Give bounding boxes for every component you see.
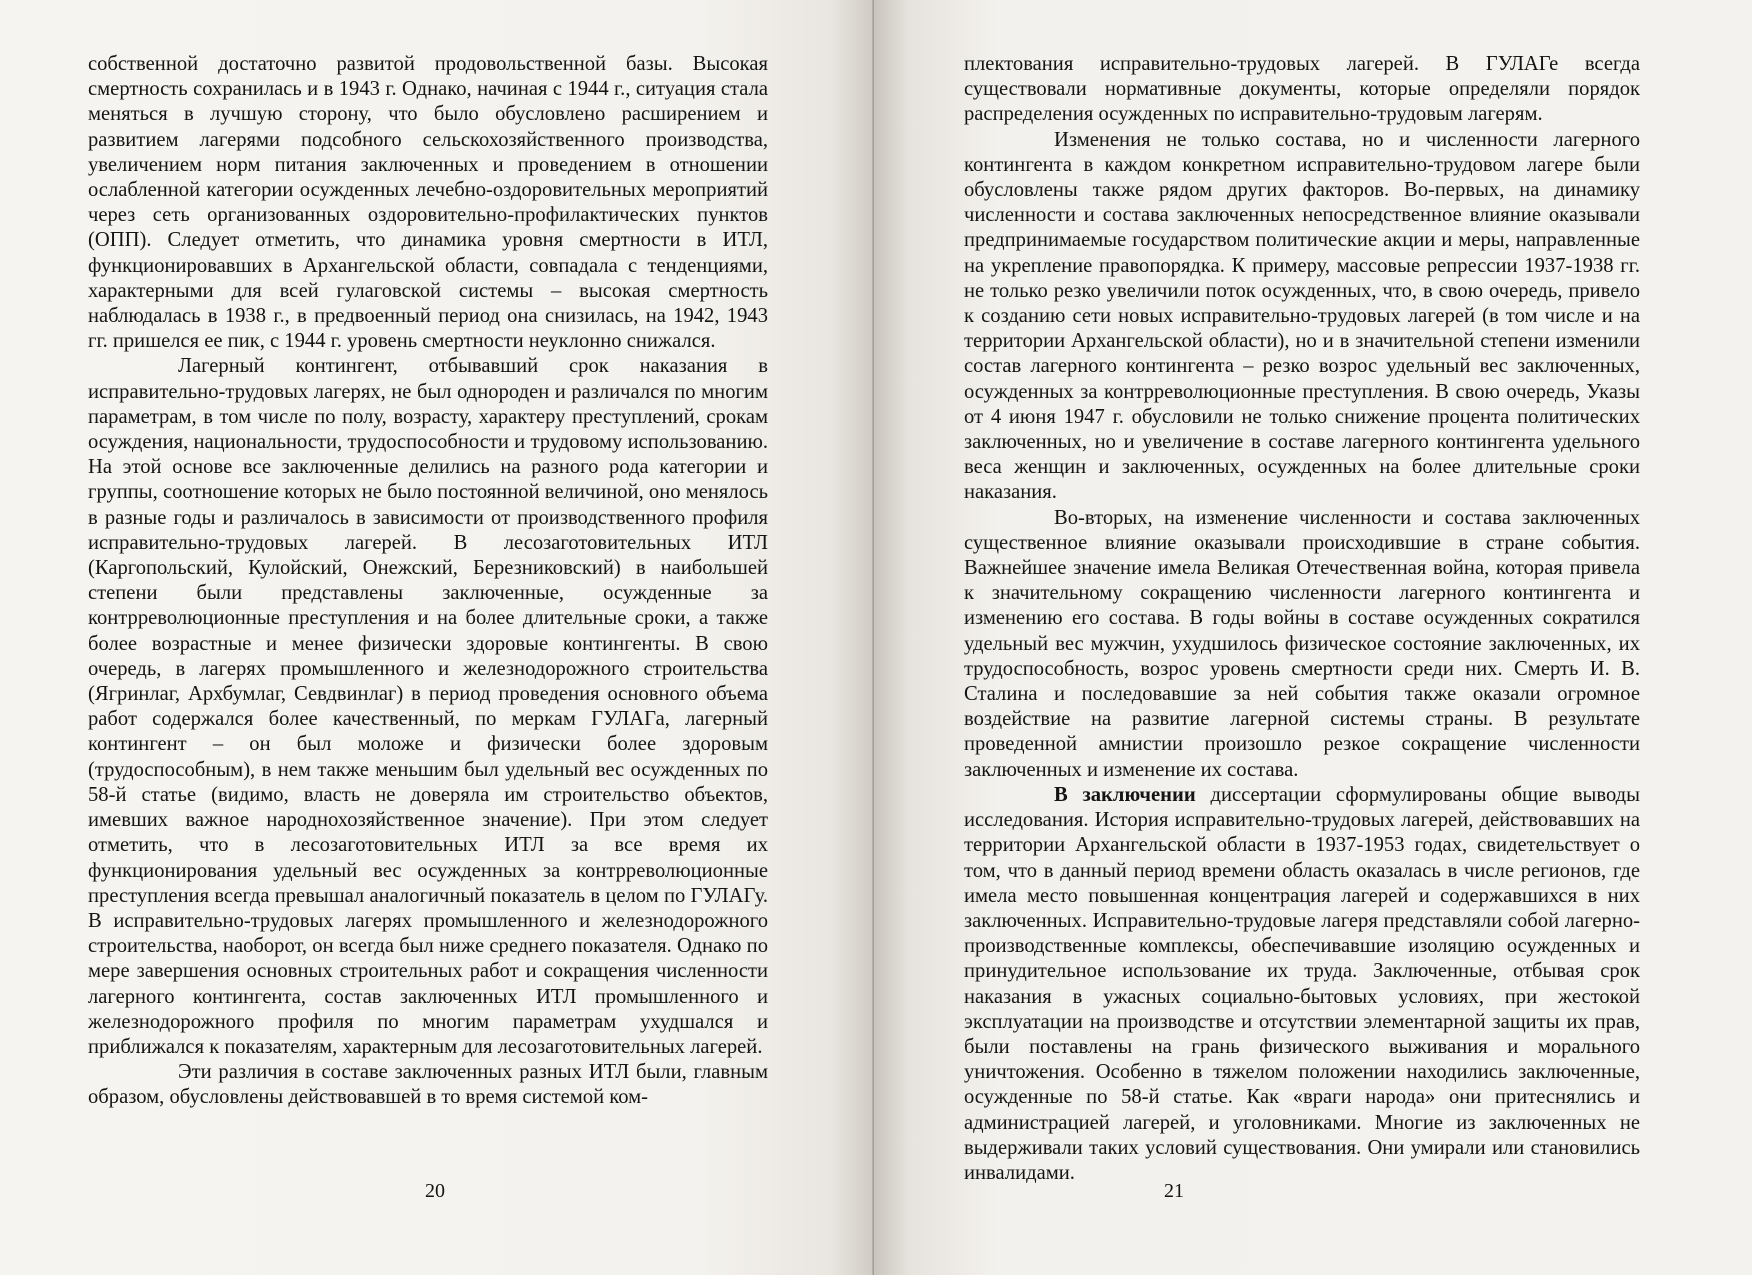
paragraph: собственной достаточно развитой продовольственной базы. Высокая смертность сохранилась и в 1943 г. Однако, начиная с 1944 г., ситуация стала меняться в лучшую сторону, что было обусловлено расширением и развитием лагерями подсобного сельскохозяйственного производства, увеличением норм питания заключенных и проведением в отношении ослабленной категории осужденных лечебно-оздоровительных мероприятий через сеть организованных оздоровительно-профилактических пунктов (ОПП). Следует отметить, что динамика уровня смертности в ИТЛ, функционировавших в Архангельской области, совпадала с тенденциями, характерными для всей гулаговской системы – высокая смертность наблюдалась в 1938 г., в предвоенный период она снизилась, на 1942, 1943 гг. пришелся ее пик, с 1944 г. уровень смертности неуклонно снижался. xyxy=(88,53,768,353)
paragraph: Во-вторых, на изменение численности и состава заключенных существенное влияние оказывали происходившие в стране события. Важнейшее значение имела Великая Отечественная война, которая привела к значительному сокращению численности лагерного контингента и изменению его состава. В годы войны в составе осужденных сократился удельный вес мужчин, ухудшилось физическое состояние заключенных, их трудоспособность, возрос уровень смертности среди них. Смерть И. В. Сталина и последовавшие за ней события также оказали огромное воздействие на развитие лагерной системы страны. В результате проведенной амнистии произошло резкое сокращение численности заключенных и изменение их состава. xyxy=(964,506,1640,781)
right-page xyxy=(874,0,1752,1275)
conclusion-lead: В заключении xyxy=(1054,783,1196,806)
left-page xyxy=(0,0,874,1275)
paragraph xyxy=(964,783,1640,1186)
paragraph: плектования исправительно-трудовых лагерей. В ГУЛАГе всегда существовали нормативные документы, которые определяли порядок распределения осужденных по исправительно-трудовым лагерям. xyxy=(964,53,1640,126)
paragraph: Лагерный контингент, отбывавший срок наказания в исправительно-трудовых лагерях, не был однороден и различался по многим параметрам, в том числе по полу, возрасту, характеру преступлений, срокам осуждения, национальности, трудоспособности и трудовому использованию. На этой основе все заключенные делились на разного рода категории и группы, соотношение которых не было постоянной величиной, оно менялось в разные годы и различалось в зависимости от производственного профиля исправительно-трудовых лагерей. В лесозаготовительных ИТЛ (Каргопольский, Кулойский, Онежский, Березниковский) в наибольшей степени были представлены заключенные, осужденные за контрреволюционные преступления и на более длительные сроки, а также более возрастные и менее физически здоровые контингенты. В свою очередь, в лагерях промышленного и железнодорожного строительства (Ягринлаг, Архбумлаг, Севдвинлаг) в период проведения основного объема работ содержался более качественный, по меркам ГУЛАГа, лагерный контингент – он был моложе и физически более здоровым (трудоспособным), в нем также меньшим был удельный вес осужденных по 58-й статье (видимо, власть не доверяла им строительство объектов, имевших важное народнохозяйственное значение). При этом следует отметить, что в лесозаготовительных ИТЛ за все время их функционирования удельный вес осужденных за контрреволюционные преступления всегда превышал аналогичный показатель в целом по ГУЛАГу. В исправительно-трудовых лагерях промышленного и железнодорожного строительства, наоборот, он всегда был ниже среднего показателя. Однако по мере завершения основных строительных работ и сокращения численности лагерного контингента, состав заключенных ИТЛ промышленного и железнодорожного профиля по многим параметрам ухудшался и приближался к показателям, характерным для лесозаготовительных лагерей. xyxy=(88,355,768,1058)
paragraph: Эти различия в составе заключенных разных ИТЛ были, главным образом, обусловлены действовавшей в то время системой ком- xyxy=(88,1061,768,1109)
right-page-text xyxy=(964,52,1640,1186)
page-number: 20 xyxy=(425,1180,445,1202)
page-number: 21 xyxy=(1164,1180,1184,1202)
paragraph-body: диссертации сформулированы общие выводы исследования. История исправительно-трудовых лагерей, действовавших на территории Архангельской области в 1937-1953 годах, свидетельствует о том, что в данный период времени область оказалась в числе регионов, где имела место повышенная концентрация лагерей и содержавшихся в них заключенных. Исправительно-трудовые лагеря представляли собой лагерно-производственные комплексы, обеспечивавшие изоляцию осужденных и принудительное использование их труда. Заключенные, отбывая срок наказания в ужасных социально-бытовых условиях, при жестокой эксплуатации на производстве и отсутствии элементарной защиты их прав, были поставлены на грань физического выживания и морального уничтожения. Особенно в тяжелом положении находились заключенные, осужденные по 58-й статье. Как «враги народа» они притеснялись и администрацией лагерей, и уголовниками. Многие из заключенных не выдерживали таких условий существования. Они умирали или становились инвалидами. xyxy=(964,783,1640,1184)
left-page-text xyxy=(88,52,768,1111)
paragraph: Изменения не только состава, но и численности лагерного контингента в каждом конкретном исправительно-трудовом лагере были обусловлены также рядом других факторов. Во-первых, на динамику численности и состава заключенных непосредственное влияние оказывали предпринимаемые государством политические акции и меры, направленные на укрепление правопорядка. К примеру, массовые репрессии 1937-1938 гг. не только резко увеличили поток осужденных, что, в свою очередь, привело к созданию сети новых исправительно-трудовых лагерей (в том числе и на территории Архангельской области), но и в значительной степени изменили состав лагерного контингента – резко возрос удельный вес заключенных, осужденных за контрреволюционные преступления. В свою очередь, Указы от 4 июня 1947 г. обусловили не только снижение процента политических заключенных, но и увеличение в составе лагерного контингента удельного веса женщин и заключенных, осужденных на более длительные сроки наказания. xyxy=(964,128,1640,504)
